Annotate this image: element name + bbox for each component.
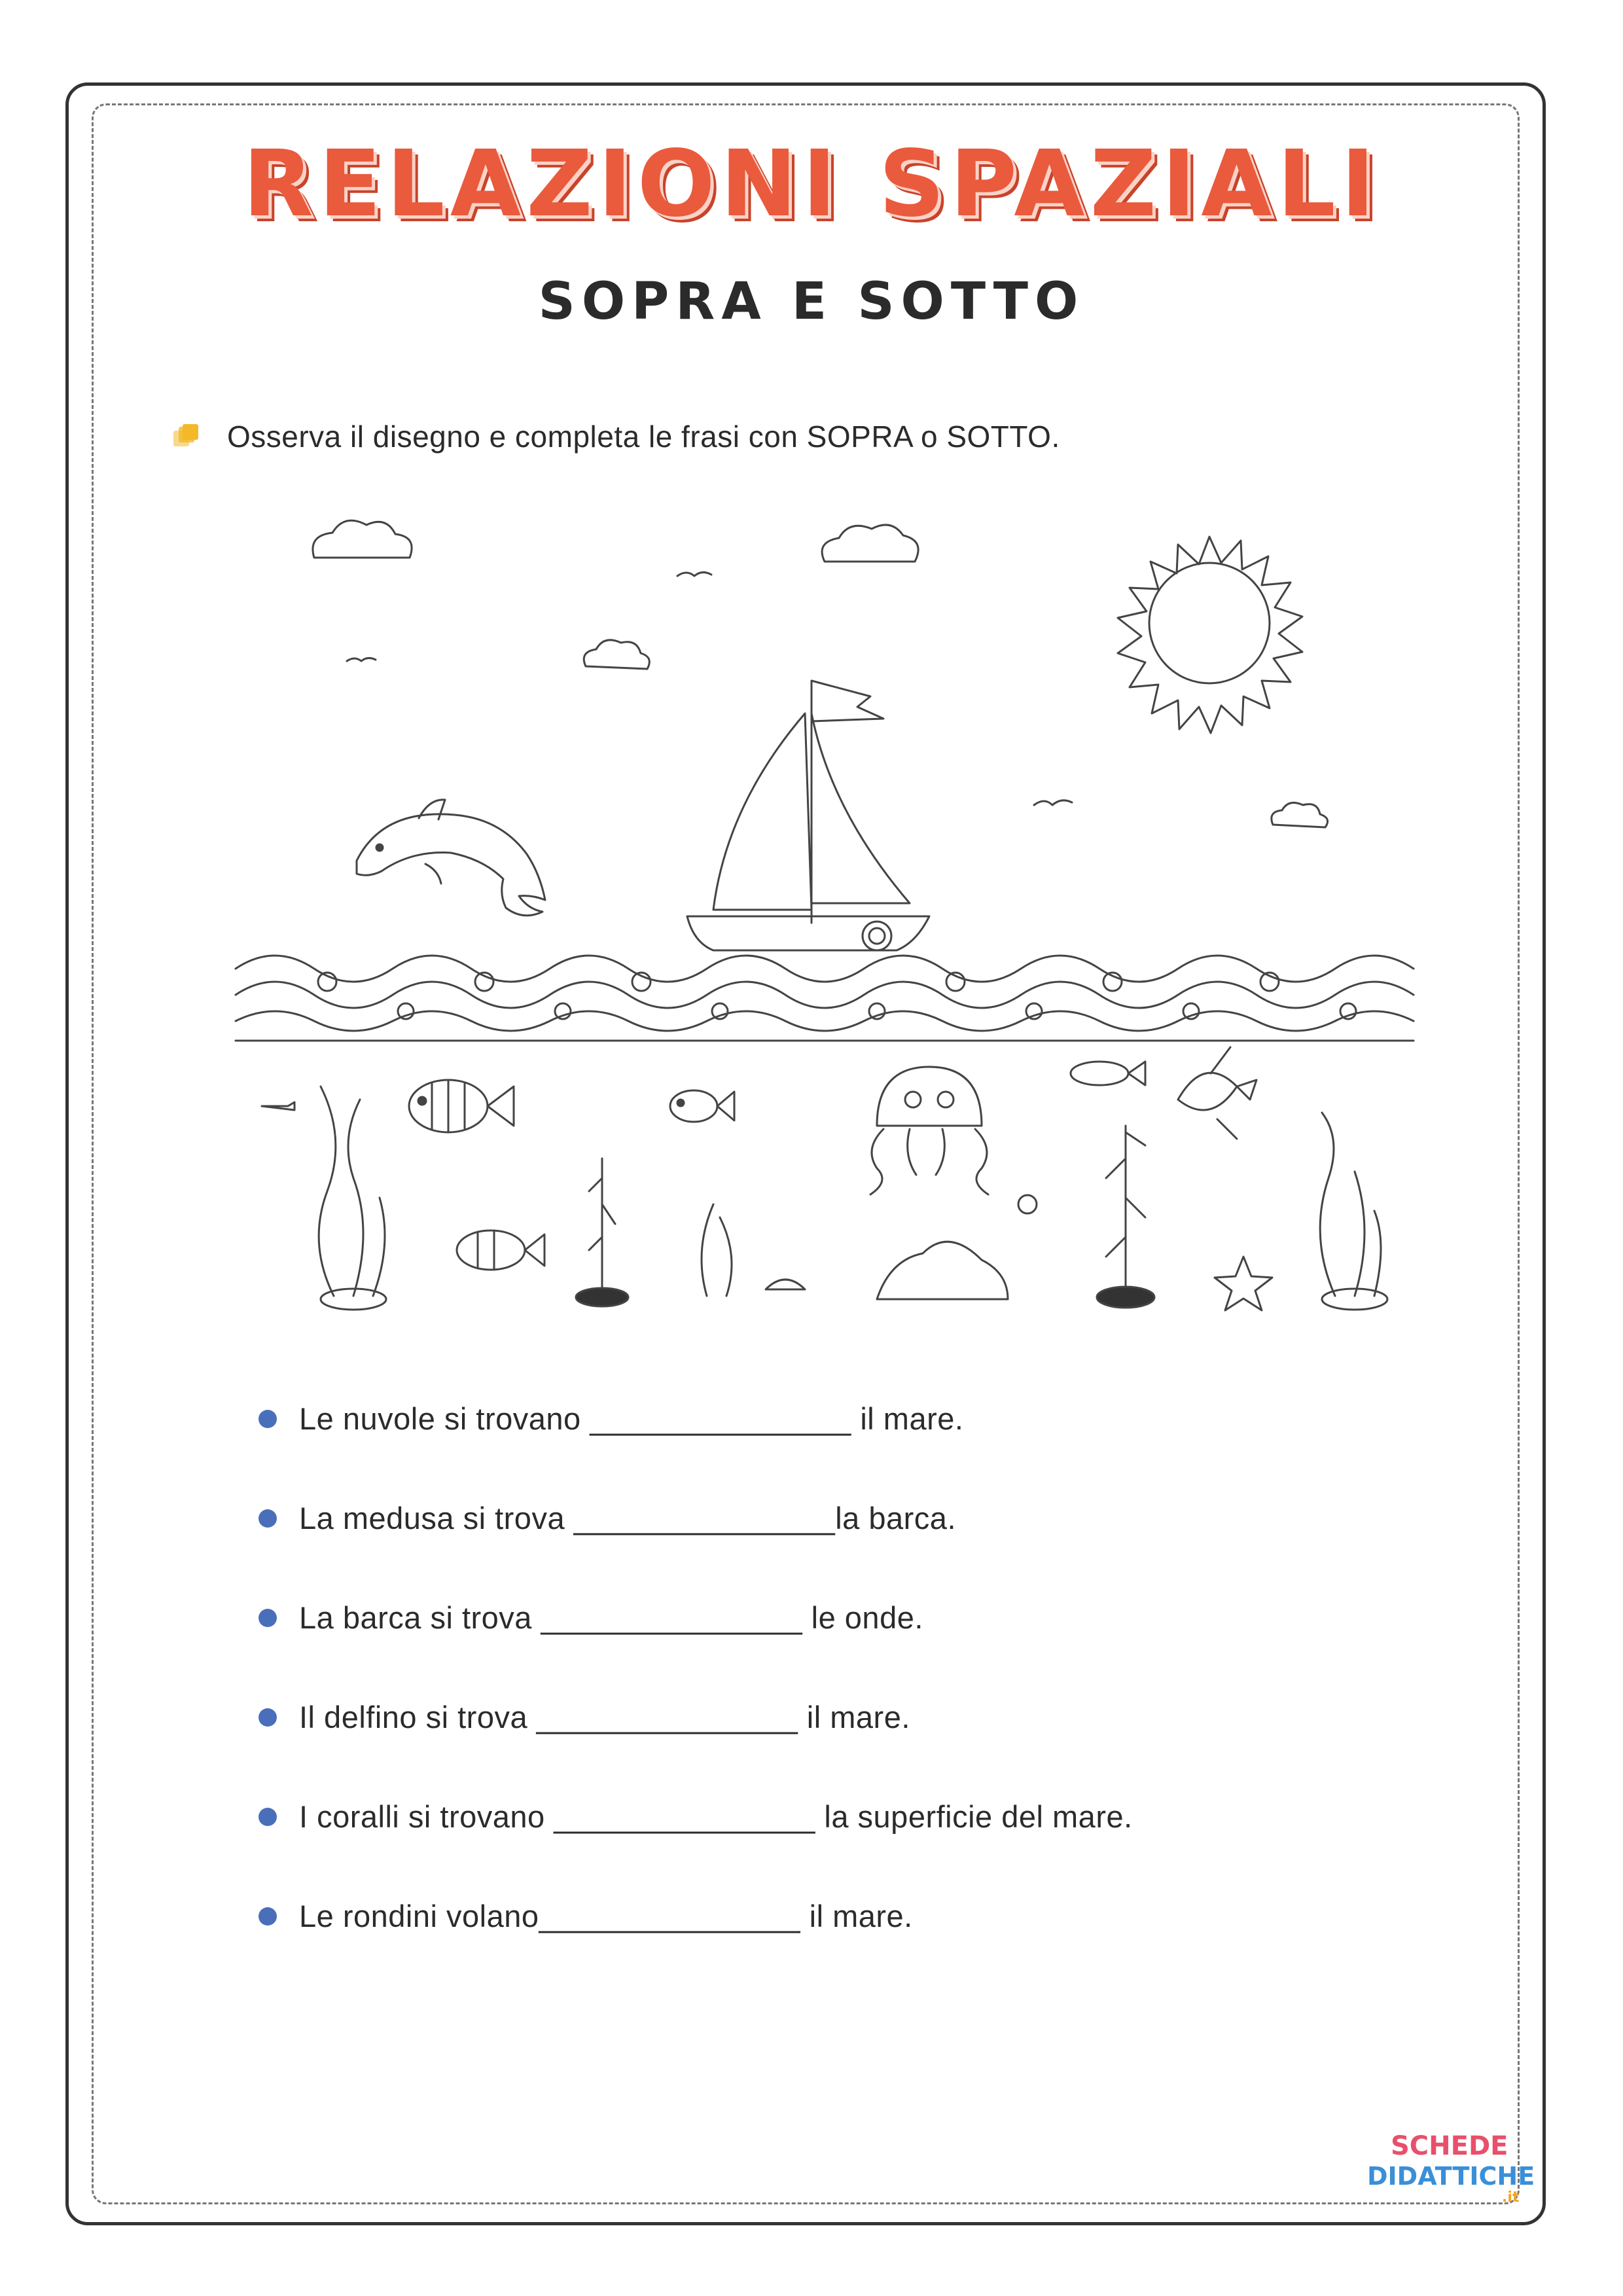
bird-icon bbox=[1034, 800, 1072, 805]
fish-icon bbox=[670, 1090, 734, 1122]
dolphin-icon bbox=[357, 800, 545, 916]
starfish-icon bbox=[1215, 1257, 1272, 1310]
bullet-icon bbox=[259, 1808, 277, 1826]
question-text: La barca si trova _______________ le onde. bbox=[299, 1600, 923, 1635]
sticky-notes-icon bbox=[173, 424, 198, 449]
cloud-icon bbox=[822, 525, 918, 562]
page-subtitle: SOPRA E SOTTO bbox=[538, 272, 1085, 331]
shell-icon bbox=[1018, 1195, 1037, 1213]
logo-line1: SCHEDE bbox=[1391, 2131, 1508, 2161]
fish-icon bbox=[1178, 1047, 1257, 1139]
question-text: Le rondini volano_______________ il mare. bbox=[299, 1899, 913, 1933]
seaweed-icon bbox=[319, 1086, 386, 1310]
bullet-icon bbox=[259, 1708, 277, 1727]
fish-icon bbox=[409, 1080, 514, 1132]
question-item bbox=[259, 1898, 913, 1934]
question-text: Il delfino si trova _______________ il mare. bbox=[299, 1700, 910, 1734]
page-title: RELAZIONI SPAZIALI bbox=[243, 131, 1380, 238]
cloud-icon bbox=[584, 640, 649, 669]
question-item bbox=[259, 1401, 963, 1437]
coral-icon bbox=[1097, 1126, 1154, 1308]
seaweed-icon bbox=[702, 1204, 732, 1296]
coral-icon bbox=[576, 1158, 628, 1306]
logo-line2: DIDATTICHE bbox=[1367, 2162, 1535, 2191]
question-item bbox=[259, 1600, 923, 1636]
coral-icon bbox=[877, 1242, 1008, 1299]
bullet-icon bbox=[259, 1907, 277, 1926]
sun-icon bbox=[1118, 537, 1302, 733]
question-item bbox=[259, 1500, 956, 1536]
fish-icon bbox=[1071, 1062, 1145, 1085]
instruction bbox=[173, 419, 1060, 454]
instruction-text: Osserva il disegno e completa le frasi con SOPRA o SOTTO. bbox=[227, 420, 1060, 454]
fish-icon bbox=[262, 1102, 294, 1110]
question-text: Le nuvole si trovano _______________ il mare. bbox=[299, 1401, 964, 1436]
question-text: La medusa si trova _______________la barca. bbox=[299, 1501, 957, 1535]
logo-suffix: .it bbox=[1502, 2189, 1520, 2206]
cloud-icon bbox=[1272, 802, 1328, 827]
jellyfish-icon bbox=[870, 1067, 988, 1194]
bird-icon bbox=[347, 658, 376, 661]
question-item bbox=[259, 1799, 1133, 1835]
cloud-icon bbox=[313, 520, 412, 558]
sailboat-icon bbox=[687, 681, 929, 950]
fish-icon bbox=[457, 1230, 544, 1270]
bird-icon bbox=[677, 572, 711, 576]
waves-icon bbox=[236, 956, 1414, 1041]
bullet-icon bbox=[259, 1410, 277, 1428]
sea-scene-illustration bbox=[223, 497, 1427, 1342]
question-text: I coralli si trovano _______________ la superficie del mare. bbox=[299, 1799, 1133, 1834]
schede-didattiche-logo bbox=[1364, 2121, 1535, 2206]
question-item bbox=[259, 1699, 910, 1735]
seaweed-icon bbox=[1320, 1113, 1387, 1310]
bullet-icon bbox=[259, 1509, 277, 1528]
shell-icon bbox=[766, 1280, 805, 1289]
bullet-icon bbox=[259, 1609, 277, 1627]
